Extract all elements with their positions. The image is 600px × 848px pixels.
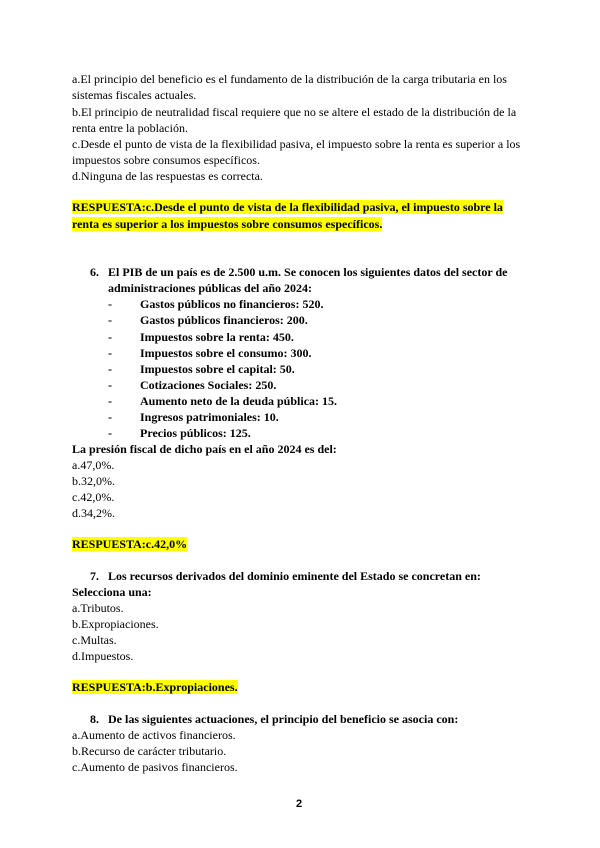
q6-question-line1: El PIB de un país es de 2.500 u.m. Se conocen los siguientes datos del sector de [108, 265, 508, 279]
q5-answer-highlight-1: RESPUESTA:c.Desde el punto de vista de la flexibilidad pasiva, el impuesto sobre la [72, 200, 503, 214]
q6-item-cotizaciones: Cotizaciones Sociales: 250. [140, 378, 277, 392]
q6-prompt: La presión fiscal de dicho país en el año 2024 es del: [72, 442, 337, 456]
q5-option-c-line1: c.Desde el punto de vista de la flexibilidad pasiva, el impuesto sobre la renta es superior a los [72, 137, 521, 151]
q6-option-a: a.47,0%. [72, 458, 115, 472]
q5-option-a-line2: sistemas fiscales actuales. [72, 88, 197, 102]
q8-question: De las siguientes actuaciones, el principio del beneficio se asocia con: [108, 712, 459, 726]
q6-bullet: - [108, 330, 112, 344]
q6-item-ingresos-patrimoniales: Ingresos patrimoniales: 10. [140, 410, 279, 424]
q7-answer: RESPUESTA:b.Expropiaciones. [72, 680, 238, 694]
q6-option-b: b.32,0%. [72, 474, 115, 488]
q6-item-impuestos-renta: Impuestos sobre la renta: 450. [140, 330, 294, 344]
q6-bullet: - [108, 410, 112, 424]
q6-item-impuestos-capital: Impuestos sobre el capital: 50. [140, 362, 295, 376]
q7-option-c: c.Multas. [72, 633, 117, 647]
q6-option-c: c.42,0%. [72, 490, 115, 504]
q5-option-b-line2: renta entre la población. [72, 121, 188, 135]
q7-prompt: Selecciona una: [72, 585, 152, 599]
q6-item-precios-publicos: Precios públicos: 125. [140, 426, 251, 440]
q5-option-a-line1: a.El principio del beneficio es el fundamento de la distribución de la carga tributaria en los [72, 72, 507, 86]
q6-bullet: - [108, 378, 112, 392]
q5-option-d: d.Ninguna de las respuestas es correcta. [72, 169, 263, 183]
q6-item-gastos-financieros: Gastos públicos financieros: 200. [140, 313, 308, 327]
q6-bullet: - [108, 394, 112, 408]
q7-number: 7. [90, 569, 99, 583]
q6-bullet: - [108, 313, 112, 327]
q6-answer-line [72, 536, 187, 552]
q6-item-deuda: Aumento neto de la deuda pública: 15. [140, 394, 338, 408]
q6-item-impuestos-consumo: Impuestos sobre el consumo: 300. [140, 346, 312, 360]
q6-option-d: d.34,2%. [72, 506, 115, 520]
q6-number: 6. [90, 265, 99, 279]
q5-option-b-line1: b.El principio de neutralidad fiscal requiere que no se altere el estado de la distribución de la [72, 105, 517, 119]
q6-bullet: - [108, 346, 112, 360]
q6-bullet: - [108, 362, 112, 376]
q5-answer-line1 [72, 199, 503, 215]
page-number: 2 [296, 798, 303, 810]
q5-answer-highlight-2: renta es superior a los impuestos sobre consumos específicos. [72, 217, 383, 231]
q6-item-gastos-no-financieros: Gastos públicos no financieros: 520. [140, 297, 324, 311]
q5-option-c-line2: impuestos sobre consumos específicos. [72, 153, 260, 167]
q6-bullet: - [108, 426, 112, 440]
q8-option-b: b.Recurso de carácter tributario. [72, 744, 227, 758]
q7-option-b: b.Expropiaciones. [72, 617, 159, 631]
q8-number: 8. [90, 712, 99, 726]
q6-bullet: - [108, 297, 112, 311]
q5-answer-line2 [72, 216, 382, 232]
q7-option-d: d.Impuestos. [72, 649, 134, 663]
q6-answer: RESPUESTA:c.42,0% [72, 537, 188, 551]
q6-question-line2: administraciones públicas del año 2024: [108, 281, 313, 295]
q7-option-a: a.Tributos. [72, 601, 124, 615]
q8-option-a: a.Aumento de activos financieros. [72, 728, 236, 742]
q7-question: Los recursos derivados del dominio eminente del Estado se concretan en: [108, 569, 481, 583]
q7-answer-line [72, 679, 238, 695]
q8-option-c: c.Aumento de pasivos financieros. [72, 760, 238, 774]
